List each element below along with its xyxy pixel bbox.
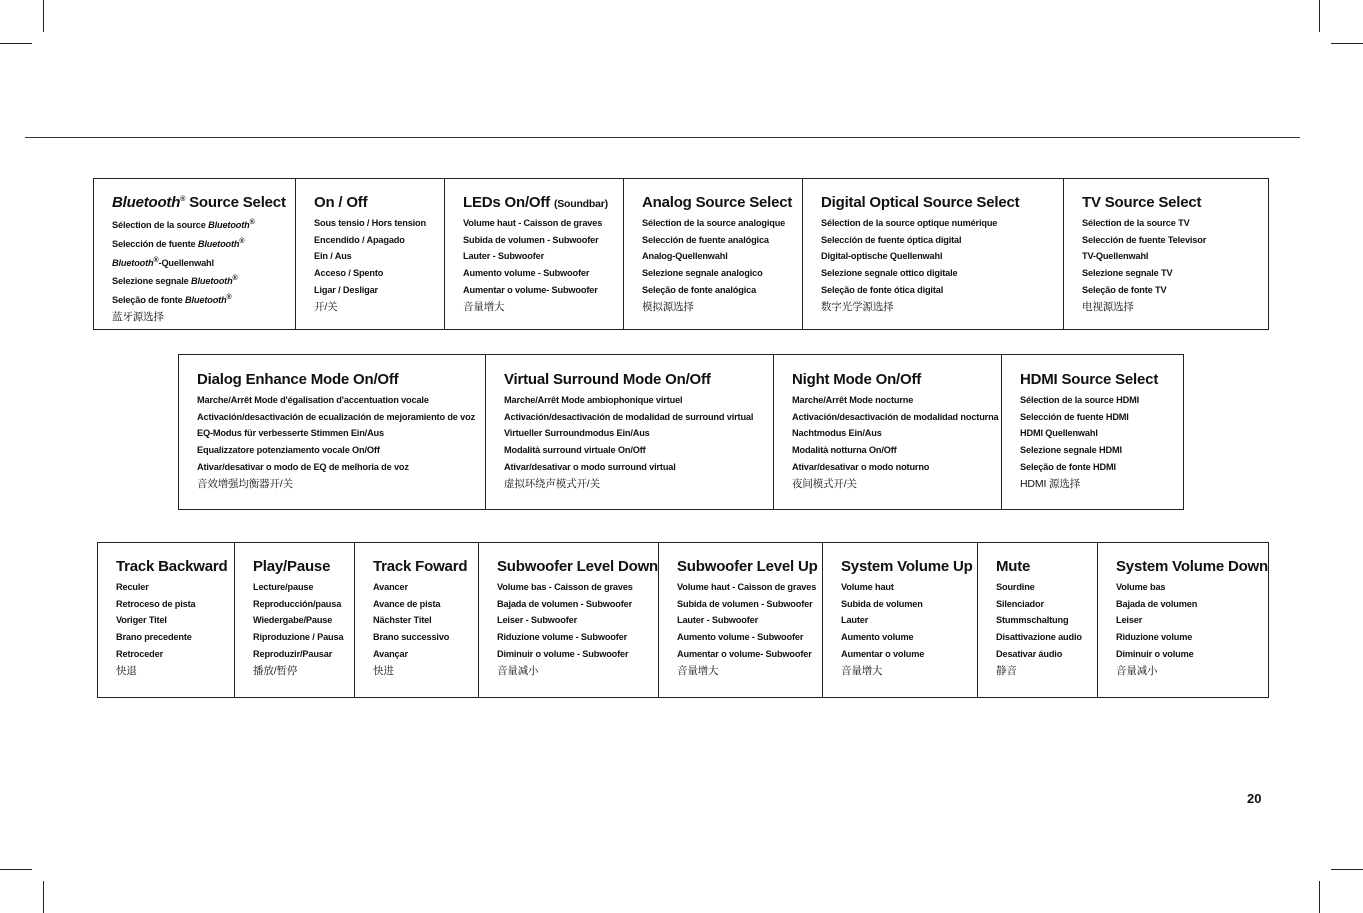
- crop-mark: [1331, 869, 1363, 870]
- translation-list: [463, 215, 615, 315]
- playback-volume-table: [97, 542, 1269, 698]
- translation-list: [116, 579, 226, 679]
- translation-line: Bajada de volumen: [1116, 598, 1198, 609]
- translation-line: Seleção de fonte TV: [1082, 284, 1167, 295]
- translation-line: Aumentar o volume- Subwoofer: [677, 648, 812, 659]
- translation-line: Desativar áudio: [996, 648, 1063, 659]
- translation-line: Diminuir o volume - Subwoofer: [497, 648, 629, 659]
- translation-list: [642, 215, 794, 315]
- cell-subwoofer-level-up: [658, 543, 822, 697]
- translation-line-chinese: 音量减小: [497, 664, 539, 677]
- translation-line: Bajada de volumen - Subwoofer: [497, 598, 633, 609]
- cell-system-volume-up: [822, 543, 977, 697]
- cell-night-mode: [773, 355, 1001, 509]
- translation-line-chinese: 快退: [116, 664, 137, 677]
- translation-line: Seleção de fonte analógica: [642, 284, 757, 295]
- translation-line: Reculer: [116, 582, 149, 592]
- translation-line: Activación/desactivación de ecualización de mejoramiento de voz: [197, 411, 476, 422]
- crop-mark: [1319, 881, 1320, 913]
- translation-list: [497, 579, 650, 679]
- cell-title: Analog Source Select: [642, 194, 793, 211]
- translation-line: Aumentar o volume: [841, 648, 925, 659]
- translation-line: Seleção de fonte Bluetooth®: [112, 294, 232, 306]
- translation-line: Lauter - Subwoofer: [463, 251, 545, 262]
- translation-line: Bluetooth®-Quellenwahl: [112, 256, 214, 268]
- translation-list: [112, 215, 287, 326]
- translation-line: Ativar/desativar o modo de EQ de melhoria de voz: [197, 461, 409, 472]
- translation-line-chinese: 夜间模式开/关: [792, 477, 857, 490]
- translation-line: Silenciador: [996, 598, 1044, 609]
- translation-line-chinese: 电视源选择: [1082, 300, 1134, 313]
- translation-line: Ein / Aus: [314, 251, 352, 262]
- translation-line-chinese: 快进: [373, 664, 394, 677]
- translation-line: Wiedergabe/Pause: [253, 615, 333, 626]
- translation-line: Acceso / Spento: [314, 268, 384, 279]
- translation-line: Ligar / Desligar: [314, 284, 378, 295]
- translation-list: [253, 579, 346, 679]
- translation-line: Nachtmodus Ein/Aus: [792, 428, 882, 439]
- cell-mute: [977, 543, 1097, 697]
- cell-title: Dialog Enhance Mode On/Off: [197, 371, 399, 388]
- translation-line: Brano successivo: [373, 632, 450, 643]
- translation-list: [314, 215, 436, 315]
- translation-list: [996, 579, 1089, 679]
- cell-title: Virtual Surround Mode On/Off: [504, 371, 711, 388]
- translation-line: Avançar: [373, 648, 408, 659]
- translation-line: Leiser - Subwoofer: [497, 615, 578, 626]
- translation-line: Reproducción/pausa: [253, 598, 342, 609]
- translation-line: Sélection de la source analogique: [642, 218, 786, 228]
- translation-line: Sélection de la source optique numérique: [821, 218, 998, 228]
- translation-line: Sélection de la source TV: [1082, 218, 1190, 228]
- translation-line: Stummschaltung: [996, 615, 1069, 626]
- source-select-table: [93, 178, 1269, 330]
- translation-line: EQ-Modus für verbesserte Stimmen Ein/Aus: [197, 428, 384, 439]
- translation-line: HDMI Quellenwahl: [1020, 428, 1098, 439]
- translation-line: Aumento volume - Subwoofer: [463, 268, 590, 279]
- translation-line-chinese: 虚拟环绕声模式开/关: [504, 477, 600, 490]
- translation-line: Analog-Quellenwahl: [642, 251, 728, 262]
- translation-list: [504, 392, 765, 492]
- cell-title: Play/Pause: [253, 558, 331, 575]
- translation-line: Lauter: [841, 615, 869, 626]
- cell-subwoofer-level-down: [478, 543, 658, 697]
- translation-line: Aumento volume - Subwoofer: [677, 632, 804, 643]
- translation-line-chinese: 开/关: [314, 300, 338, 313]
- translation-line: Sourdine: [996, 582, 1035, 592]
- translation-line: Selección de fuente HDMI: [1020, 411, 1129, 422]
- translation-line: Diminuir o volume: [1116, 648, 1194, 659]
- cell-track-forward: [354, 543, 478, 697]
- translation-line: Subida de volumen: [841, 598, 923, 609]
- translation-list: [841, 579, 969, 679]
- translation-line-chinese: 数字光学源选择: [821, 300, 894, 313]
- translation-line: Volume bas - Caisson de graves: [497, 582, 633, 592]
- cell-on-off: [295, 179, 444, 329]
- translation-line: Riproduzione / Pausa: [253, 632, 344, 643]
- translation-line: Modalità surround virtuale On/Off: [504, 445, 646, 456]
- cell-analog-source-select: [623, 179, 802, 329]
- cell-title: HDMI Source Select: [1020, 371, 1159, 388]
- translation-line: Sous tensio / Hors tension: [314, 218, 426, 228]
- cell-title: Mute: [996, 558, 1031, 575]
- translation-line: Selezione segnale ottico digitale: [821, 268, 958, 279]
- cell-title: Night Mode On/Off: [792, 371, 922, 388]
- mode-table: [178, 354, 1184, 510]
- translation-line: Aumentar o volume- Subwoofer: [463, 284, 598, 295]
- translation-line-chinese: 音量增大: [677, 664, 719, 677]
- translation-line-chinese: 音效增强均衡器开/关: [197, 477, 293, 490]
- translation-line: Selezione segnale TV: [1082, 268, 1173, 279]
- cell-track-backward: [98, 543, 234, 697]
- translation-line: Digital-optische Quellenwahl: [821, 251, 943, 262]
- cell-bluetooth-source-select: [94, 179, 295, 329]
- page-number: 20: [1247, 791, 1262, 806]
- cell-title: Track Backward: [116, 558, 228, 575]
- translation-line: Activación/desactivación de modalidad de surround virtual: [504, 411, 754, 422]
- translation-line: Seleção de fonte ótica digital: [821, 284, 944, 295]
- translation-line: Marche/Arrêt Mode nocturne: [792, 395, 914, 405]
- translation-line: Volume bas: [1116, 582, 1166, 592]
- translation-line: Selección de fuente Bluetooth®: [112, 237, 245, 249]
- translation-line-chinese: HDMI 源选择: [1020, 477, 1081, 490]
- cell-hdmi-source-select: [1001, 355, 1183, 509]
- cell-title: TV Source Select: [1082, 194, 1202, 211]
- translation-line-chinese: 蓝牙源选择: [112, 310, 164, 323]
- translation-line: Encendido / Apagado: [314, 234, 405, 245]
- translation-line: Marche/Arrêt Mode ambiophonique virtuel: [504, 395, 683, 405]
- cell-title: Subwoofer Level Up: [677, 558, 818, 575]
- translation-line: Selezione segnale Bluetooth®: [112, 275, 238, 287]
- cell-leds-on-off: [444, 179, 623, 329]
- crop-mark: [0, 43, 32, 44]
- translation-line: Sélection de la source HDMI: [1020, 395, 1139, 405]
- cell-tv-source-select: [1063, 179, 1268, 329]
- translation-line: Selezione segnale analogico: [642, 268, 763, 279]
- translation-line-chinese: 播放/暂停: [253, 664, 298, 677]
- translation-list: [373, 579, 470, 679]
- cell-title: LEDs On/Off (Soundbar): [463, 194, 608, 211]
- cell-dialog-enhance-mode: [179, 355, 485, 509]
- crop-mark: [0, 869, 32, 870]
- cell-virtual-surround-mode: [485, 355, 773, 509]
- crop-mark: [1331, 43, 1363, 44]
- cell-title: System Volume Down: [1116, 558, 1268, 575]
- translation-line-chinese: 音量增大: [841, 664, 883, 677]
- translation-line: TV-Quellenwahl: [1082, 251, 1149, 262]
- translation-line: Modalità notturna On/Off: [792, 445, 897, 456]
- cell-title: Digital Optical Source Select: [821, 194, 1020, 211]
- cell-title: Track Foward: [373, 558, 468, 575]
- cell-play-pause: [234, 543, 354, 697]
- translation-line: Selección de fuente óptica digital: [821, 234, 962, 245]
- cell-title: On / Off: [314, 194, 368, 211]
- translation-line: Virtueller Surroundmodus Ein/Aus: [504, 428, 650, 439]
- translation-list: [1116, 579, 1260, 679]
- cell-digital-optical-source-select: [802, 179, 1063, 329]
- cell-title: Subwoofer Level Down: [497, 558, 658, 575]
- translation-line: Selección de fuente Televisor: [1082, 234, 1207, 245]
- translation-line-chinese: 静音: [996, 664, 1017, 677]
- cell-system-volume-down: [1097, 543, 1268, 697]
- translation-line-chinese: 音量减小: [1116, 664, 1158, 677]
- translation-line: Disattivazione audio: [996, 632, 1082, 643]
- cell-title: System Volume Up: [841, 558, 973, 575]
- translation-list: [1082, 215, 1260, 315]
- translation-line: Retroceder: [116, 648, 164, 659]
- translation-list: [792, 392, 999, 492]
- translation-list: [197, 392, 477, 492]
- crop-mark: [43, 881, 44, 913]
- translation-line: Marche/Arrêt Mode d'égalisation d'accentuation vocale: [197, 395, 429, 405]
- translation-line: Sélection de la source Bluetooth®: [112, 219, 255, 231]
- translation-line: Avance de pista: [373, 598, 441, 609]
- translation-line: Lecture/pause: [253, 582, 314, 592]
- translation-line: Leiser: [1116, 615, 1143, 626]
- translation-line: Subida de volumen - Subwoofer: [677, 598, 813, 609]
- translation-line: Volume haut: [841, 582, 894, 592]
- translation-line: Avancer: [373, 582, 408, 592]
- translation-line: Ativar/desativar o modo noturno: [792, 461, 930, 472]
- header-rule: [25, 137, 1300, 138]
- translation-line: Lauter - Subwoofer: [677, 615, 759, 626]
- translation-line: Riduzione volume: [1116, 632, 1193, 643]
- translation-list: [677, 579, 817, 679]
- translation-line-chinese: 模拟源选择: [642, 300, 694, 313]
- translation-line: Brano precedente: [116, 632, 192, 643]
- translation-line-chinese: 音量增大: [463, 300, 505, 313]
- translation-line: Riduzione volume - Subwoofer: [497, 632, 628, 643]
- translation-line: Volume haut - Caisson de graves: [463, 218, 603, 228]
- translation-line: Seleção de fonte HDMI: [1020, 461, 1116, 472]
- translation-line: Selección de fuente analógica: [642, 234, 769, 245]
- translation-line: Aumento volume: [841, 632, 914, 643]
- translation-line: Equalizzatore potenziamento vocale On/Off: [197, 445, 380, 456]
- translation-line: Retroceso de pista: [116, 598, 196, 609]
- cell-title: Bluetooth® Source Select: [112, 194, 286, 211]
- translation-line: Nächster Titel: [373, 615, 432, 626]
- crop-mark: [1319, 0, 1320, 32]
- translation-line: Ativar/desativar o modo surround virtual: [504, 461, 676, 472]
- translation-list: [821, 215, 1055, 315]
- translation-line: Subida de volumen - Subwoofer: [463, 234, 599, 245]
- translation-list: [1020, 392, 1175, 492]
- translation-line: Activación/desactivación de modalidad nocturna: [792, 411, 999, 422]
- translation-line: Volume haut - Caisson de graves: [677, 582, 817, 592]
- translation-line: Voriger Titel: [116, 615, 167, 626]
- translation-line: Selezione segnale HDMI: [1020, 445, 1122, 456]
- crop-mark: [43, 0, 44, 32]
- translation-line: Reproduzir/Pausar: [253, 648, 333, 659]
